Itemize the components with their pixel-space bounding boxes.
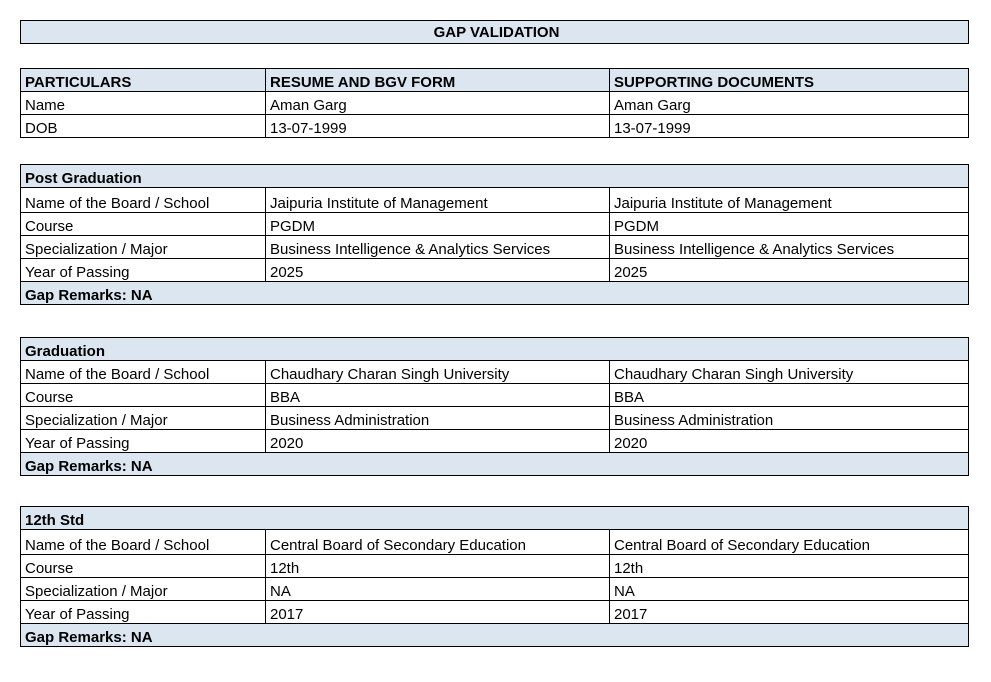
supporting-value: Business Administration xyxy=(610,407,969,430)
resume-value: 2017 xyxy=(266,601,610,624)
supporting-value: 2020 xyxy=(610,430,969,453)
row-label: Course xyxy=(21,213,266,236)
supporting-value: Central Board of Secondary Education xyxy=(610,530,969,555)
row-label: Course xyxy=(21,555,266,578)
resume-value: Aman Garg xyxy=(266,92,610,115)
resume-value: Chaudhary Charan Singh University xyxy=(266,361,610,384)
resume-value: PGDM xyxy=(266,213,610,236)
row-label: Name xyxy=(21,92,266,115)
row-label: Course xyxy=(21,384,266,407)
gap-remarks: Gap Remarks: NA xyxy=(21,453,969,476)
resume-value: Business Intelligence & Analytics Services xyxy=(266,236,610,259)
row-label: Name of the Board / School xyxy=(21,188,266,213)
resume-value: 12th xyxy=(266,555,610,578)
table-row xyxy=(21,555,969,578)
row-label: Specialization / Major xyxy=(21,236,266,259)
table-row xyxy=(21,530,969,555)
column-header-resume: RESUME AND BGV FORM xyxy=(266,69,610,92)
table-row xyxy=(21,188,969,213)
graduation-table xyxy=(20,337,969,476)
resume-value: 2025 xyxy=(266,259,610,282)
row-label: Name of the Board / School xyxy=(21,361,266,384)
table-row xyxy=(21,407,969,430)
table-row xyxy=(21,213,969,236)
personal-table xyxy=(20,68,969,138)
row-label: Year of Passing xyxy=(21,430,266,453)
table-row xyxy=(21,578,969,601)
gap-remarks: Gap Remarks: NA xyxy=(21,624,969,647)
page-title: GAP VALIDATION xyxy=(21,21,969,44)
table-row xyxy=(21,601,969,624)
table-row xyxy=(21,259,969,282)
supporting-value: PGDM xyxy=(610,213,969,236)
supporting-value: BBA xyxy=(610,384,969,407)
column-header-row xyxy=(21,69,969,92)
row-label: Name of the Board / School xyxy=(21,530,266,555)
table-row xyxy=(21,430,969,453)
supporting-value: NA xyxy=(610,578,969,601)
gap-remarks: Gap Remarks: NA xyxy=(21,282,969,305)
supporting-value: Jaipuria Institute of Management xyxy=(610,188,969,213)
column-header-particulars: PARTICULARS xyxy=(21,69,266,92)
supporting-value: Business Intelligence & Analytics Services xyxy=(610,236,969,259)
supporting-value: 13-07-1999 xyxy=(610,115,969,138)
table-row xyxy=(21,236,969,259)
section-heading: 12th Std xyxy=(21,507,969,530)
resume-value: 13-07-1999 xyxy=(266,115,610,138)
title-table xyxy=(20,20,969,44)
supporting-value: 12th xyxy=(610,555,969,578)
row-label: Specialization / Major xyxy=(21,578,266,601)
resume-value: BBA xyxy=(266,384,610,407)
table-row xyxy=(21,361,969,384)
row-label: DOB xyxy=(21,115,266,138)
column-header-supporting: SUPPORTING DOCUMENTS xyxy=(610,69,969,92)
supporting-value: Chaudhary Charan Singh University xyxy=(610,361,969,384)
row-label: Year of Passing xyxy=(21,601,266,624)
supporting-value: 2025 xyxy=(610,259,969,282)
post-graduation-table xyxy=(20,164,969,305)
resume-value: Central Board of Secondary Education xyxy=(266,530,610,555)
resume-value: 2020 xyxy=(266,430,610,453)
section-heading: Graduation xyxy=(21,338,969,361)
twelfth-table xyxy=(20,506,969,647)
table-row xyxy=(21,384,969,407)
table-row xyxy=(21,115,969,138)
table-row xyxy=(21,92,969,115)
section-heading: Post Graduation xyxy=(21,165,969,188)
resume-value: Jaipuria Institute of Management xyxy=(266,188,610,213)
supporting-value: 2017 xyxy=(610,601,969,624)
resume-value: Business Administration xyxy=(266,407,610,430)
row-label: Year of Passing xyxy=(21,259,266,282)
supporting-value: Aman Garg xyxy=(610,92,969,115)
resume-value: NA xyxy=(266,578,610,601)
row-label: Specialization / Major xyxy=(21,407,266,430)
